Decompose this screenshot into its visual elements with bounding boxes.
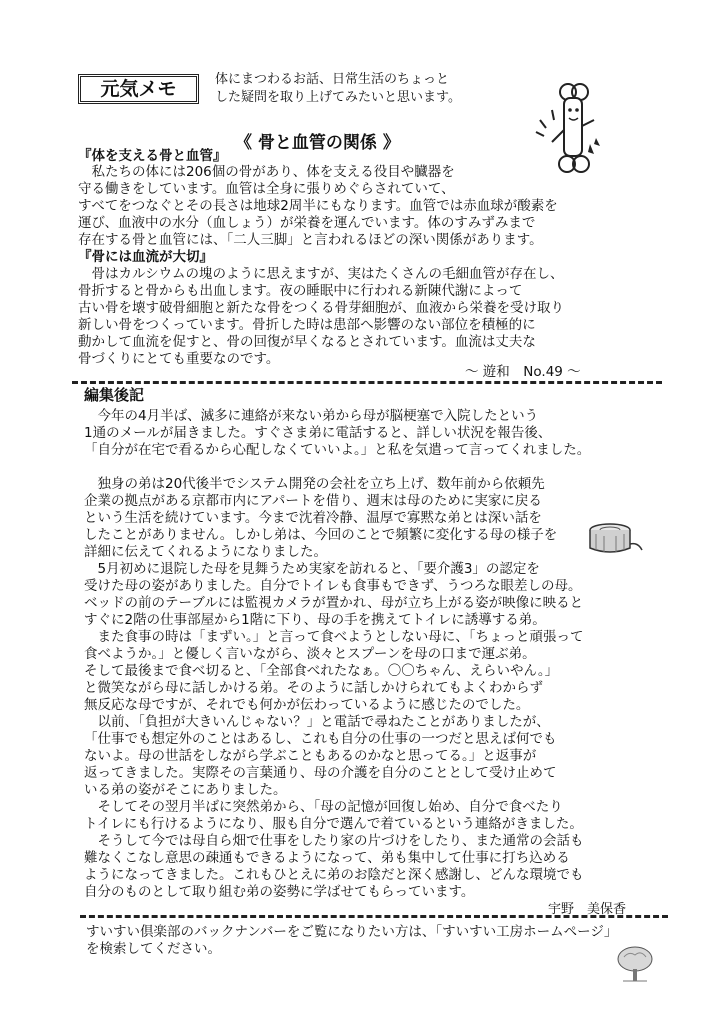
editorial-line: トイレにも行けるようになり、服も自分で選んで着ているという連絡がきました。 [84,816,583,832]
editorial-line: ないよ。母の世話をしながら学ぶこともあるのかなと思ってる。」と返事が [84,748,537,764]
editorial-line: 自分のものとして取り組む弟の姿勢に学ばせてもらっています。 [84,884,475,900]
section-divider [72,381,662,384]
article-title: 《 骨と血管の関係 》 [235,133,400,153]
section2-line: 新しい骨をつくっています。骨折した時は患部へ影響のない部位を積極的に [78,317,536,333]
editorial-line: そしてその翌月半ばに突然弟から、「母の記憶が回復し始め、自分で食べたり [84,799,563,815]
section1-line: 私たちの体には206個の骨があり、体を支える役目や臓器を [78,164,455,180]
editorial-line: 「自分が在宅で看るから心配しなくていいよ。」と私を気遣って言ってくれました。 [84,442,591,458]
editorial-line: 難なくこなし意思の疎通もできるようになって、弟も集中して仕事に打ち込める [84,850,570,866]
editorial-line: ようになってきました。これもひとえに弟のお陰だと深く感謝し、どんな環境でも [84,867,584,883]
footer-line: すいすい倶楽部のバックナンバーをご覧になりたい方は、「すいすい工房ホームページ」 [86,924,618,940]
editorial-line: 独身の弟は20代後半でシステム開発の会社を立ち上げ、数年前から依頼先 [84,476,545,492]
section2-line: 古い骨を壊す破骨細胞と新たな骨をつくる骨芽細胞が、血液から栄養を受け取り [78,300,564,316]
section2-heading: 『骨には血流が大切』 [78,249,213,265]
editorial-line: 詳細に伝えてくれるようになりました。 [84,544,327,560]
editorial-line: 1通のメールが届きました。すぐさま弟に電話すると、詳しい状況を報告後、 [84,425,552,441]
section1-line: 運び、血液中の水分（血しょう）が栄養を運んでいます。体のすみずみまで [78,215,536,231]
section2-line: 動かして血流を促すと、骨の回復が早くなるとされています。血流は丈夫な [78,334,536,350]
intro-line-1: 体にまつわるお話、日常生活のちょっと [215,72,450,87]
editorial-line: 「仕事でも想定外のことはあるし、これも自分の仕事の一つだと思えば何でも [84,731,557,747]
editorial-line: という生活を続けています。今まで沈着冷静、温厚で寡黙な弟とは深い話を [84,510,542,526]
section1-line: 存在する骨と血管には、「二人三脚」と言われるほどの深い関係があります。 [78,232,543,248]
editorial-line: そして最後まで食べ切ると、「全部食べれたなぁ。〇〇ちゃん、えらいやん。」 [84,663,559,679]
memo-label: 元気メモ [78,74,199,104]
section1-line: 守る働きをしています。血管は全身に張りめぐらされていて、 [78,181,455,197]
editorial-line: 企業の拠点がある京都市内にアパートを借り、週末は母のために実家に戻る [84,493,542,509]
editorial-line: 今年の4月半ば、滅多に連絡が来ない弟から母が脳梗塞で入院したという [84,408,539,424]
editorial-line: したことがありません。しかし弟は、今回のことで頻繁に変化する母の様子を [84,527,558,543]
footer-divider [80,915,668,918]
editorial-line: ベッドの前のテーブルには監視カメラが置かれ、母が立ち上がる姿が映像に映ると [84,595,584,611]
bone-mascot-icon [530,80,602,180]
editorial-line: また食事の時は「まずい。」と言って食べようとしない母に、「ちょっと頑張って [84,629,584,645]
editorial-line: と微笑ながら母に話しかける弟。そのように話しかけられてもよくわからず [84,680,543,696]
section2-line: 骨折すると骨からも出血します。夜の睡眠中に行われる新陳代謝によって [78,283,523,299]
editorial-line: 受けた母の姿がありました。自分でトイレも食事もできず、うつろな眼差しの母。 [84,578,582,594]
intro-line-2: した疑問を取り上げてみたいと思います。 [215,90,461,105]
editorial-line: 無反応な母ですが、それでも何かが伝わっているように感じたのでした。 [84,697,530,713]
tree-stump-icon [584,520,644,560]
editorial-line: 返ってきました。実際その言葉通り、母の介護を自分のこととして受け止めて [84,765,557,781]
signature: 宇野 美保香 [548,902,627,917]
editorial-line: 食べようか。」と優しく言いながら、淡々とスプーンを母の口まで運ぶ弟。 [84,646,536,662]
footer-line: を検索してください。 [86,941,221,957]
editorial-line: そうして今では母自ら畑で仕事をしたり家の片づけをしたり、また通常の会話も [84,833,584,849]
section2-line: 骨はカルシウムの塊のように思えますが、実はたくさんの毛細血管が存在し、 [78,266,564,282]
editorial-line: 以前、「負担が大きいんじゃない？」と電話で尋ねたことがありましたが、 [84,714,550,730]
editorial-line: いる弟の姿がそこにありました。 [84,782,287,798]
tree-icon [615,945,655,983]
section1-heading: 『体を支える骨と血管』 [78,148,227,164]
section1-line: すべてをつなぐとその長さは地球2周半にもなります。血管では赤血球が酸素を [78,198,558,214]
editorial-line: すぐに2階の仕事部屋から1階に下り、母の手を携えてトイレに誘導する弟。 [84,612,546,628]
section2-line: 骨づくりにとても重要なのです。 [78,351,280,367]
editorial-heading: 編集後記 [84,386,145,404]
editorial-line: 5月初めに退院した母を見舞うため実家を訪れると、「要介護3」の認定を [84,561,540,577]
issue-note: ～ 遊和 No.49 ～ [465,364,581,380]
